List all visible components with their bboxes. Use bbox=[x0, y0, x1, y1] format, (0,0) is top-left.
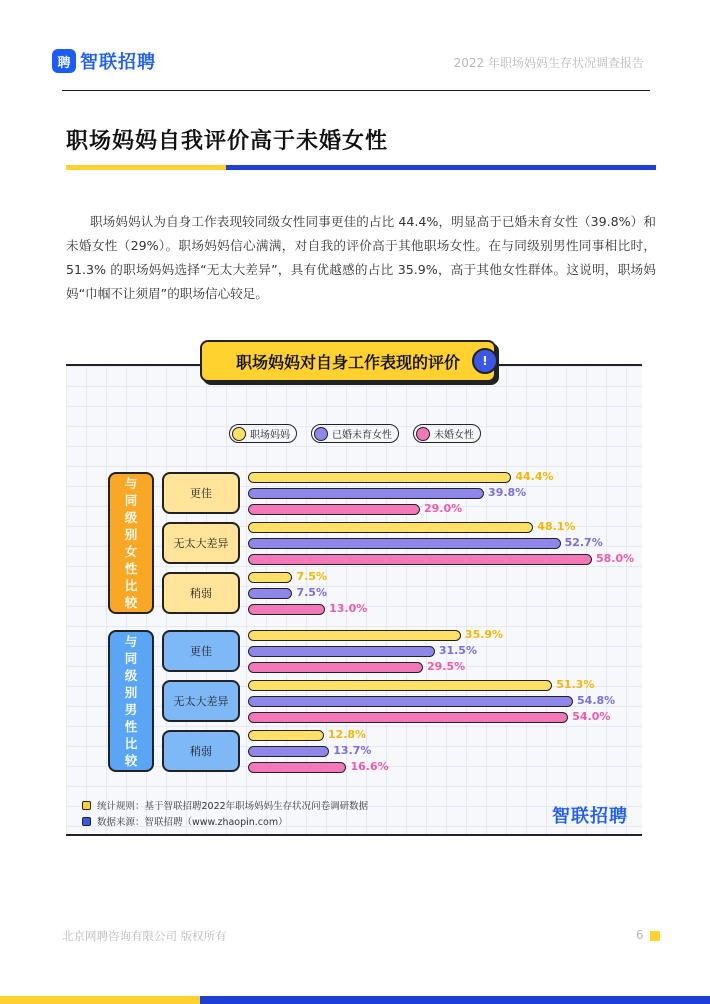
footer-bar-yellow bbox=[0, 996, 200, 1004]
bar bbox=[248, 746, 329, 757]
bar-value-label: 52.7% bbox=[564, 536, 603, 549]
bar-value-label: 29.5% bbox=[426, 660, 466, 673]
group-label: 与同级别男性比较 bbox=[124, 634, 138, 768]
bar bbox=[248, 662, 423, 673]
bar bbox=[248, 538, 561, 549]
legend-item bbox=[229, 424, 297, 443]
bar bbox=[248, 630, 461, 641]
bar bbox=[248, 696, 573, 707]
bar bbox=[248, 572, 292, 583]
bar-value-label: 16.6% bbox=[350, 760, 389, 773]
footnote-rule bbox=[82, 798, 368, 812]
bar bbox=[248, 604, 325, 615]
chart-logo: 智联招聘 bbox=[552, 806, 628, 827]
bar-value-label: 7.5% bbox=[296, 570, 327, 583]
logo-text: 智联招聘 bbox=[80, 52, 156, 73]
bar-value-label: 54.8% bbox=[577, 694, 616, 707]
logo-mark-icon: 聘 bbox=[52, 49, 76, 73]
bar-value-label: 12.8% bbox=[327, 728, 367, 741]
footnote-source-text: 数据来源：智联招聘（www.zhaopin.com） bbox=[97, 817, 288, 828]
bar bbox=[248, 762, 346, 773]
bar bbox=[248, 488, 484, 499]
bar-value-label: 51.3% bbox=[556, 678, 595, 691]
bar-value-label: 7.5% bbox=[296, 586, 327, 599]
bar bbox=[248, 504, 420, 515]
legend-item bbox=[311, 424, 399, 443]
header-divider bbox=[62, 90, 650, 91]
bar bbox=[248, 712, 568, 723]
category-label: 无太大差异 bbox=[162, 680, 240, 722]
group-label-box bbox=[108, 630, 154, 772]
bar bbox=[248, 522, 533, 533]
page-square-icon bbox=[650, 931, 660, 941]
bar-value-label: 13.7% bbox=[333, 744, 372, 757]
bar bbox=[248, 646, 435, 657]
legend-item bbox=[413, 424, 481, 443]
bar-value-label: 54.0% bbox=[572, 710, 611, 723]
body-paragraph: 职场妈妈认为自身工作表现较同级女性同事更佳的占比 44.4%，明显高于已婚未育女性（39.8%）和未婚女性（29%）。职场妈妈信心满满，对自我的评价高于其他职场女性。在与同级别男性同事相比时，51.3% 的职场妈妈选择“无太大差异”，具有优越感的占比 35.9%，高于其他女性群体。这说明，职场妈妈“巾帼不让须眉”的职场信心较足。 bbox=[66, 214, 656, 301]
footnote-rule-text: 统计规则：基于智联招聘2022年职场妈妈生存状况问卷调研数据 bbox=[97, 801, 369, 812]
bar-value-label: 48.1% bbox=[537, 520, 576, 533]
footnote-source bbox=[82, 814, 288, 828]
avatar-icon bbox=[314, 427, 328, 441]
bar bbox=[248, 554, 592, 565]
category-label: 无太大差异 bbox=[162, 522, 240, 564]
exclamation-icon: ! bbox=[472, 348, 498, 374]
legend-label: 职场妈妈 bbox=[250, 430, 290, 441]
logo bbox=[52, 48, 156, 74]
bar bbox=[248, 680, 552, 691]
title-underline-yellow bbox=[66, 165, 226, 170]
group-label: 与同级别女性比较 bbox=[124, 476, 138, 610]
chart-legend bbox=[0, 424, 710, 443]
avatar-icon bbox=[232, 427, 246, 441]
copyright: 北京网聘咨询有限公司 版权所有 bbox=[62, 929, 227, 943]
bar bbox=[248, 588, 292, 599]
group-label-box bbox=[108, 472, 154, 614]
bar-value-label: 35.9% bbox=[464, 628, 504, 641]
bar bbox=[248, 730, 324, 741]
page-title: 职场妈妈自我评价高于未婚女性 bbox=[66, 129, 389, 154]
legend-label: 未婚女性 bbox=[434, 430, 474, 441]
avatar-icon bbox=[416, 427, 430, 441]
yellow-square-icon bbox=[82, 801, 91, 810]
bar-value-label: 29.0% bbox=[424, 502, 463, 515]
category-label: 更佳 bbox=[162, 472, 240, 514]
category-label: 稍弱 bbox=[162, 572, 240, 614]
page-number: 6 bbox=[636, 928, 644, 942]
bar-value-label: 39.8% bbox=[488, 486, 527, 499]
report-title: 2022 年职场妈妈生存状况调查报告 bbox=[453, 56, 644, 70]
bar-value-label: 13.0% bbox=[329, 602, 368, 615]
bar-value-label: 58.0% bbox=[596, 552, 635, 565]
blue-square-icon bbox=[82, 817, 91, 826]
chart-title: 职场妈妈对自身工作表现的评价 bbox=[200, 340, 496, 382]
bar-value-label: 44.4% bbox=[515, 470, 554, 483]
bar-value-label: 31.5% bbox=[438, 644, 477, 657]
category-label: 稍弱 bbox=[162, 730, 240, 772]
legend-label: 已婚未育女性 bbox=[332, 430, 392, 441]
category-label: 更佳 bbox=[162, 630, 240, 672]
bar bbox=[248, 472, 511, 483]
